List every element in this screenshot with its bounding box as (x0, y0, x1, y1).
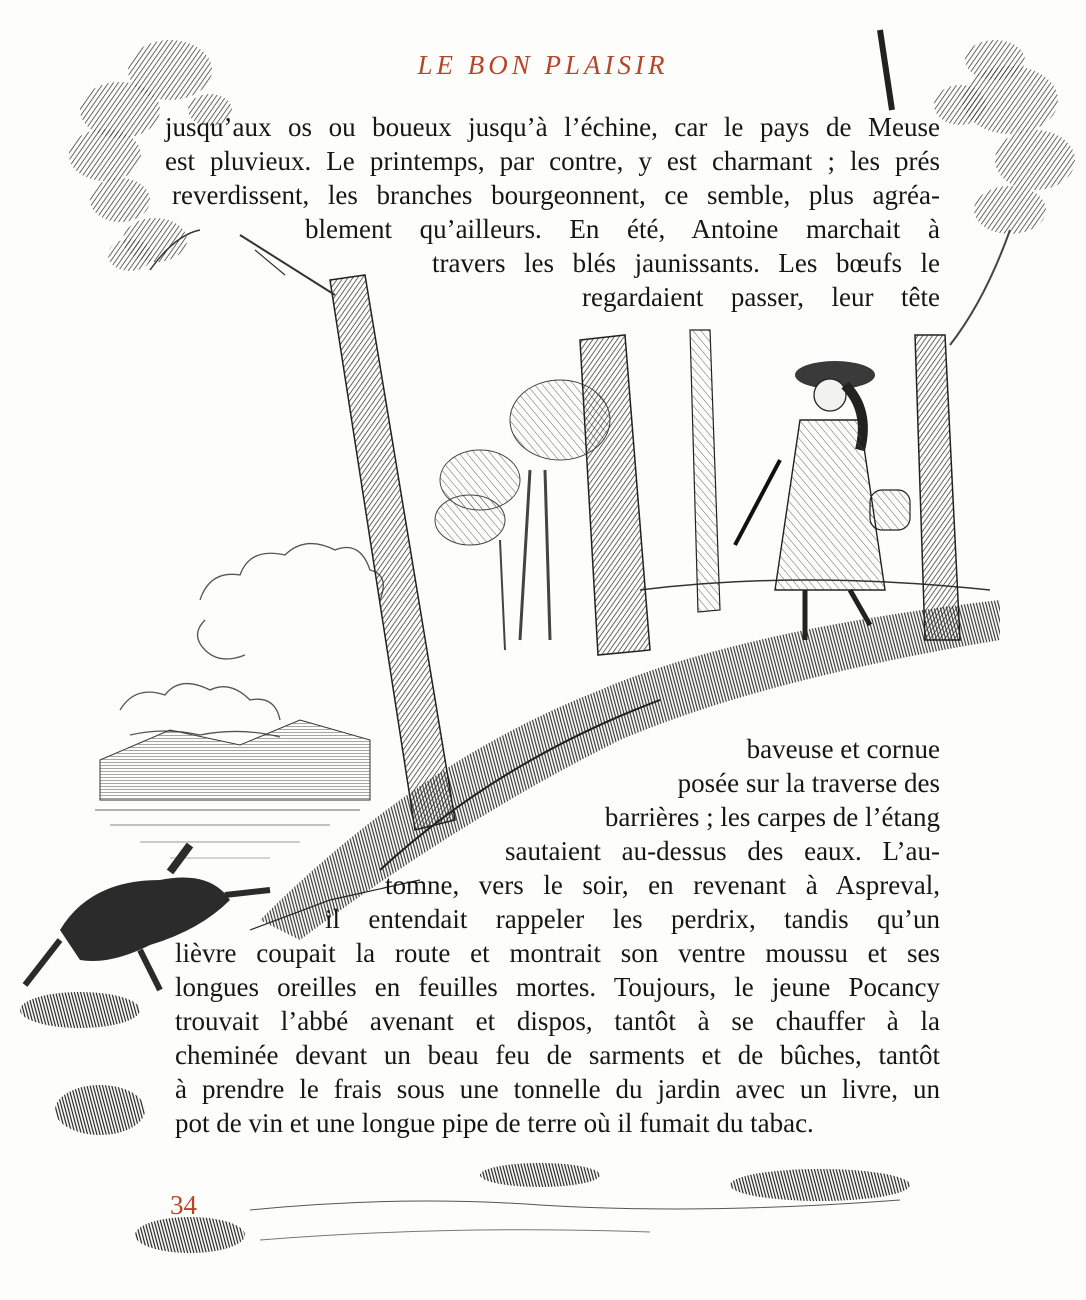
background-trees (435, 380, 610, 650)
text-line: lièvre coupait la route et montrait son ventre moussu et ses (175, 938, 940, 968)
text-line: pot de vin et une longue pipe de terre où il fumait du tabac. (175, 1108, 814, 1138)
text-line: longues oreilles en feuilles mortes. Toujours, le jeune Pocancy (175, 972, 940, 1002)
text-line: il entendait rappeler les perdrix, tandis qu’un (325, 904, 940, 934)
text-line: baveuse et cornue (746, 734, 940, 764)
text-line: barrières ; les carpes de l’étang (604, 802, 940, 832)
running-head: LE BON PLAISIR (417, 50, 669, 80)
landscape (95, 720, 370, 858)
walking-gentleman-figure (735, 361, 910, 640)
text-line: blement qu’ailleurs. En été, Antoine marchait à (305, 214, 940, 244)
text-line: regardaient passer, leur tête (582, 282, 940, 312)
text-line: trouvait l’abbé avenant et dispos, tantôt à se chauffer à la (175, 1006, 940, 1036)
text-line: jusqu’aux os ou boueux jusqu’à l’échine, car le pays de Meuse (165, 112, 940, 142)
text-line: est pluvieux. Le printemps, par contre, y est charmant ; les prés (165, 146, 940, 176)
text-line: sautaient au-dessus des eaux. L’au- (505, 836, 940, 866)
text-line: tomne, vers le soir, en revenant à Aspreval, (385, 870, 940, 900)
page-number: 34 (170, 1190, 197, 1220)
text-line: reverdissent, les branches bourgeonnent, ce semble, plus agréa- (172, 180, 940, 210)
text-line: cheminée devant un beau feu de sarments et de bûches, tantôt (175, 1040, 940, 1070)
text-line: posée sur la traverse des (677, 768, 940, 798)
text-line: à prendre le frais sous une tonnelle du jardin avec un livre, un (175, 1074, 940, 1104)
text-line: travers les blés jaunissants. Les bœufs le (432, 248, 940, 278)
clouds (120, 544, 383, 737)
